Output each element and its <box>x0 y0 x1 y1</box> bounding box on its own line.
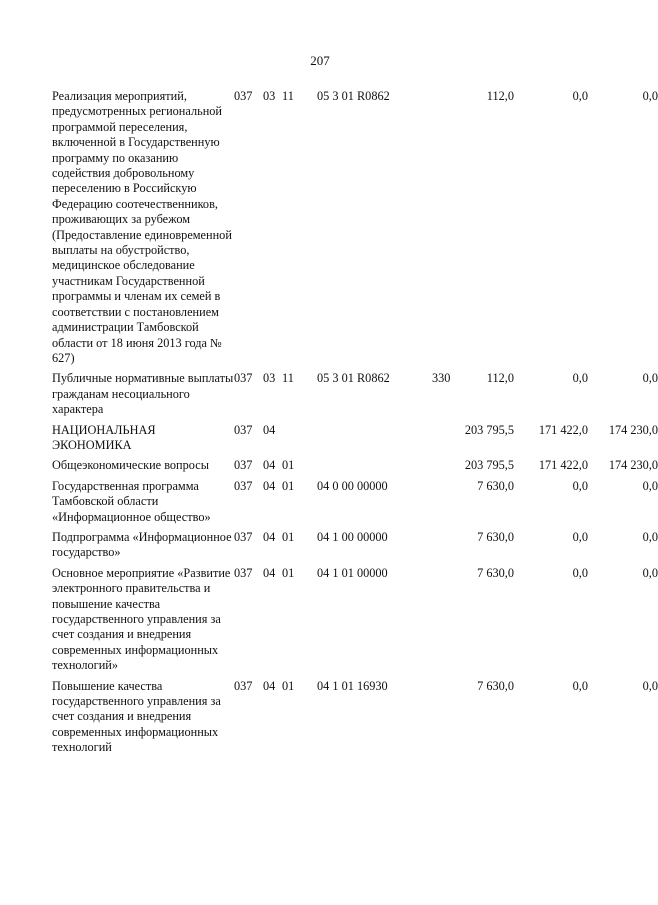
row-name: НАЦИОНАЛЬНАЯ ЭКОНОМИКА <box>52 422 156 452</box>
row-name: Повышение качества государственного управления за счет создания и внедрения современных информационных технологий <box>52 678 221 755</box>
page-number: 207 <box>310 53 330 68</box>
row-name: Публичные нормативные выплаты гражданам несоциального характера <box>52 371 234 417</box>
code-vr <box>432 423 454 459</box>
table-row <box>52 530 658 566</box>
table-row <box>52 89 658 371</box>
code-vr <box>432 530 454 566</box>
code-rz: 04 <box>263 478 276 493</box>
code-ved: 037 <box>234 371 253 386</box>
table-row <box>52 566 658 679</box>
code-rz: 04 <box>263 565 276 580</box>
code-ved: 037 <box>234 89 253 103</box>
amount-year-1: 7 630,0 <box>477 678 514 693</box>
code-pr: 01 <box>282 529 295 544</box>
code-rz: 03 <box>263 89 276 103</box>
code-csr <box>317 458 432 478</box>
amount-year-1: 7 630,0 <box>477 478 514 493</box>
row-name: Основное мероприятие «Развитие электронного правительства и повышение качества государственного управления за счет создания и внедрения современных информационных технологий» <box>52 565 231 673</box>
amount-year-2: 0,0 <box>572 678 588 693</box>
amount-year-3: 0,0 <box>642 89 658 103</box>
amount-year-1: 112,0 <box>486 89 514 103</box>
code-vr <box>432 458 454 478</box>
code-csr: 04 1 00 00000 <box>317 529 388 544</box>
table-row <box>52 458 658 478</box>
amount-year-2: 171 422,0 <box>538 458 588 473</box>
code-rz: 04 <box>263 678 276 693</box>
code-ved: 037 <box>234 422 253 437</box>
row-name: Подпрограмма «Информационное государство» <box>52 529 232 560</box>
code-csr: 04 1 01 16930 <box>317 678 388 693</box>
amount-year-1: 203 795,5 <box>464 458 514 473</box>
code-ved: 037 <box>234 478 253 493</box>
amount-year-3: 0,0 <box>642 478 658 493</box>
table-row <box>52 679 658 761</box>
code-ved: 037 <box>234 678 253 693</box>
code-vr <box>432 566 454 679</box>
code-csr: 05 3 01 R0862 <box>317 371 390 386</box>
code-vr <box>432 679 454 761</box>
amount-year-1: 7 630,0 <box>477 529 514 544</box>
code-rz: 04 <box>263 529 276 544</box>
amount-year-2: 0,0 <box>572 565 588 580</box>
amount-year-1: 203 795,5 <box>464 422 514 437</box>
amount-year-2: 0,0 <box>572 529 588 544</box>
code-rz: 04 <box>263 458 276 473</box>
code-ved: 037 <box>234 529 253 544</box>
code-ved: 037 <box>234 458 253 473</box>
code-ved: 037 <box>234 565 253 580</box>
amount-year-2: 171 422,0 <box>538 422 588 437</box>
amount-year-2: 0,0 <box>572 371 588 386</box>
code-pr: 01 <box>282 678 295 693</box>
row-name: Государственная программа Тамбовской области «Информационное общество» <box>52 478 211 524</box>
table-row <box>52 371 658 422</box>
amount-year-1: 7 630,0 <box>477 565 514 580</box>
code-vr <box>432 479 454 530</box>
code-csr: 04 0 00 00000 <box>317 478 388 493</box>
amount-year-2: 0,0 <box>572 89 588 103</box>
amount-year-3: 0,0 <box>642 565 658 580</box>
row-name: Реализация мероприятий, предусмотренных региональной программой переселения, включенной в Государственную программу по оказанию содействия добровольному переселению в Российскую Федерацию соотечественников, проживающих за рубежом (Предоставление единовременной выплаты на обустройство, медицинское обследование участникам Государственной программы и членам их семей в соответствии с постановлением администрации Тамбовской области от 18 июня 2013 года № 627) <box>52 89 232 365</box>
amount-year-3: 174 230,0 <box>608 458 658 473</box>
code-vr <box>432 89 454 371</box>
code-pr: 01 <box>282 565 295 580</box>
table-row <box>52 479 658 530</box>
amount-year-2: 0,0 <box>572 478 588 493</box>
budget-table <box>52 89 658 761</box>
amount-year-1: 112,0 <box>486 371 514 386</box>
code-csr <box>317 423 432 459</box>
code-vr: 330 <box>432 371 451 386</box>
table-row <box>52 423 658 459</box>
code-pr: 01 <box>282 458 295 473</box>
code-csr: 05 3 01 R0862 <box>317 89 390 103</box>
amount-year-3: 0,0 <box>642 678 658 693</box>
amount-year-3: 0,0 <box>642 371 658 386</box>
code-csr: 04 1 01 00000 <box>317 565 388 580</box>
code-pr: 11 <box>282 371 294 386</box>
amount-year-3: 174 230,0 <box>608 422 658 437</box>
code-pr: 01 <box>282 478 295 493</box>
code-rz: 03 <box>263 371 276 386</box>
code-pr: 11 <box>282 89 294 103</box>
amount-year-3: 0,0 <box>642 529 658 544</box>
row-name: Общеэкономические вопросы <box>52 458 209 473</box>
code-rz: 04 <box>263 422 276 437</box>
code-pr <box>282 423 317 459</box>
